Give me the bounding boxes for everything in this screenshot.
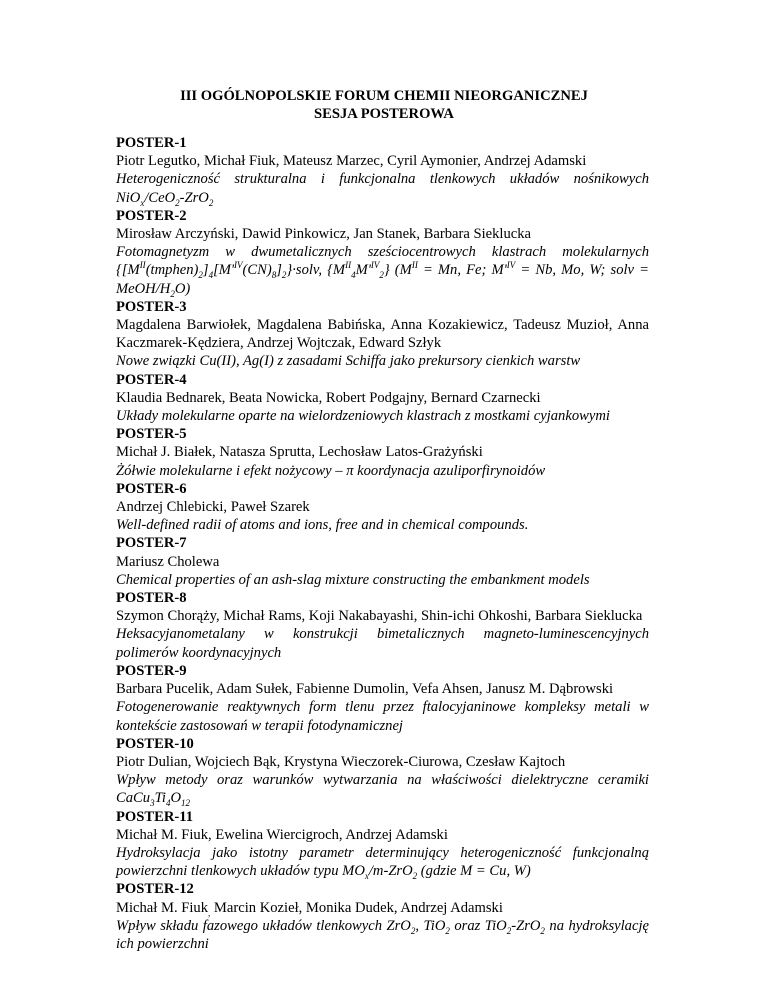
poster-authors: Michał M. Fiuk$_,$ Marcin Kozieł, Monika Dudek, Andrzej Adamski [116,899,503,918]
poster-title: Nowe związki Cu(II), Ag(I) z zasadami Schiffa jako prekursory cienkich warstw [116,353,581,370]
poster-entry [116,425,649,480]
poster-authors: Michał J. Białek, Natasza Sprutta, Lechosław Latos-Grażyński [116,444,483,461]
heading-line-2: SESJA POSTEROWA [314,106,454,123]
poster-title: Heksacyjanometalany w konstrukcji bimetalicznych magneto-luminescencyjnych polimerów koordynacyjnych [116,626,649,661]
poster-authors: Mirosław Arczyński, Dawid Pinkowicz, Jan Stanek, Barbara Sieklucka [116,226,532,243]
poster-entry [116,808,649,881]
poster-id: POSTER-2 [116,207,187,224]
poster-entry [116,480,649,535]
poster-id: POSTER-5 [116,426,187,443]
heading-line-1: III OGÓLNOPOLSKIE FORUM CHEMII NIEORGANICZNEJ [180,88,588,104]
poster-entry [116,534,649,589]
poster-authors: Piotr Dulian, Wojciech Bąk, Krystyna Wieczorek-Ciurowa, Czesław Kajtoch [116,753,566,770]
poster-entry [116,207,649,298]
poster-entry [116,589,649,662]
poster-title: Żółwie molekularne i efekt nożycowy – π koordynacja azuliporfirynoidów [116,462,546,479]
poster-entry [116,298,649,371]
poster-id: POSTER-10 [116,735,194,752]
poster-title: Chemical properties of an ash-slag mixture constructing the embankment models [116,571,590,588]
page-heading [0,87,768,123]
poster-title: Well-defined radii of atoms and ions, free and in chemical compounds. [116,517,529,534]
poster-title: Układy molekularne oparte na wielordzeniowych klastrach z mostkami cyjankowymi [116,408,610,425]
poster-authors: Barbara Pucelik, Adam Sułek, Fabienne Dumolin, Vefa Ahsen, Janusz M. Dąbrowski [116,681,614,698]
poster-title: Wpływ składu fazowego układów tlenkowych ZrO$_2$, TiO$_2$ oraz TiO$_2$-ZrO$_2$ na hydroksylację ich powierzchni [116,917,649,952]
poster-title: Fotomagnetyzm w dwumetalicznych sześciocentrowych klastrach molekularnych $\{[M^{II}(tmphen)_2]_4[M'^{IV}(CN)_8]_2\}\cdot solv$, $\{M^{II}_4M'^{IV}_2\} (M^{II} = Mn$, Fe; $M'^{IV} = Nb$, Mo, W; solv = MeOH/$H_2O$) [116,244,649,299]
poster-id: POSTER-7 [116,535,187,552]
poster-id: POSTER-11 [116,808,194,825]
poster-entry [116,735,649,808]
poster-list [116,134,649,953]
poster-id: POSTER-3 [116,298,187,315]
poster-entry [116,662,649,735]
poster-id: POSTER-12 [116,881,194,898]
poster-id: POSTER-4 [116,371,187,388]
poster-authors: Magdalena Barwiołek, Magdalena Babińska, Anna Kozakiewicz, Tadeusz Muzioł, Anna Kaczmarek-Kędziera, Andrzej Wojtczak, Edward Szłyk [116,317,649,352]
poster-authors: Mariusz Cholewa [116,553,220,570]
poster-id: POSTER-9 [116,662,187,679]
poster-title: Fotogenerowanie reaktywnych form tlenu przez ftalocyjaninowe kompleksy metali w kontekście zastosowań w terapii fotodynamicznej [116,699,649,734]
poster-title: Hydroksylacja jako istotny parametr determinujący heterogeniczność funkcjonalną powierzchni tlenkowych układów typu $MO_x/m-ZrO_2$ (gdzie M = Cu, W) [116,844,649,882]
poster-authors: Szymon Chorąży, Michał Rams, Koji Nakabayashi, Shin-ichi Ohkoshi, Barbara Sieklucka [116,608,643,625]
poster-authors: Andrzej Chlebicki, Paweł Szarek [116,499,310,516]
poster-authors: Klaudia Bednarek, Beata Nowicka, Robert Podgajny, Bernard Czarnecki [116,389,541,406]
poster-id: POSTER-1 [116,135,187,151]
poster-entry [116,371,649,426]
poster-title: Heterogeniczność strukturalna i funkcjonalna tlenkowych układów nośnikowych NiO$_x$/CeO$_2$-ZrO$_2$ [116,171,649,208]
poster-authors: Piotr Legutko, Michał Fiuk, Mateusz Marzec, Cyril Aymonier, Andrzej Adamski [116,153,587,170]
poster-authors: Michał M. Fiuk, Ewelina Wiercigroch, Andrzej Adamski [116,826,448,843]
poster-entry [116,880,649,953]
poster-id: POSTER-8 [116,590,187,607]
poster-title: Wpływ metody oraz warunków wytwarzania na właściwości dielektryczne ceramiki $CaCu_3Ti_4O_{12}$ [116,772,649,809]
poster-id: POSTER-6 [116,480,187,497]
poster-entry [116,134,649,207]
